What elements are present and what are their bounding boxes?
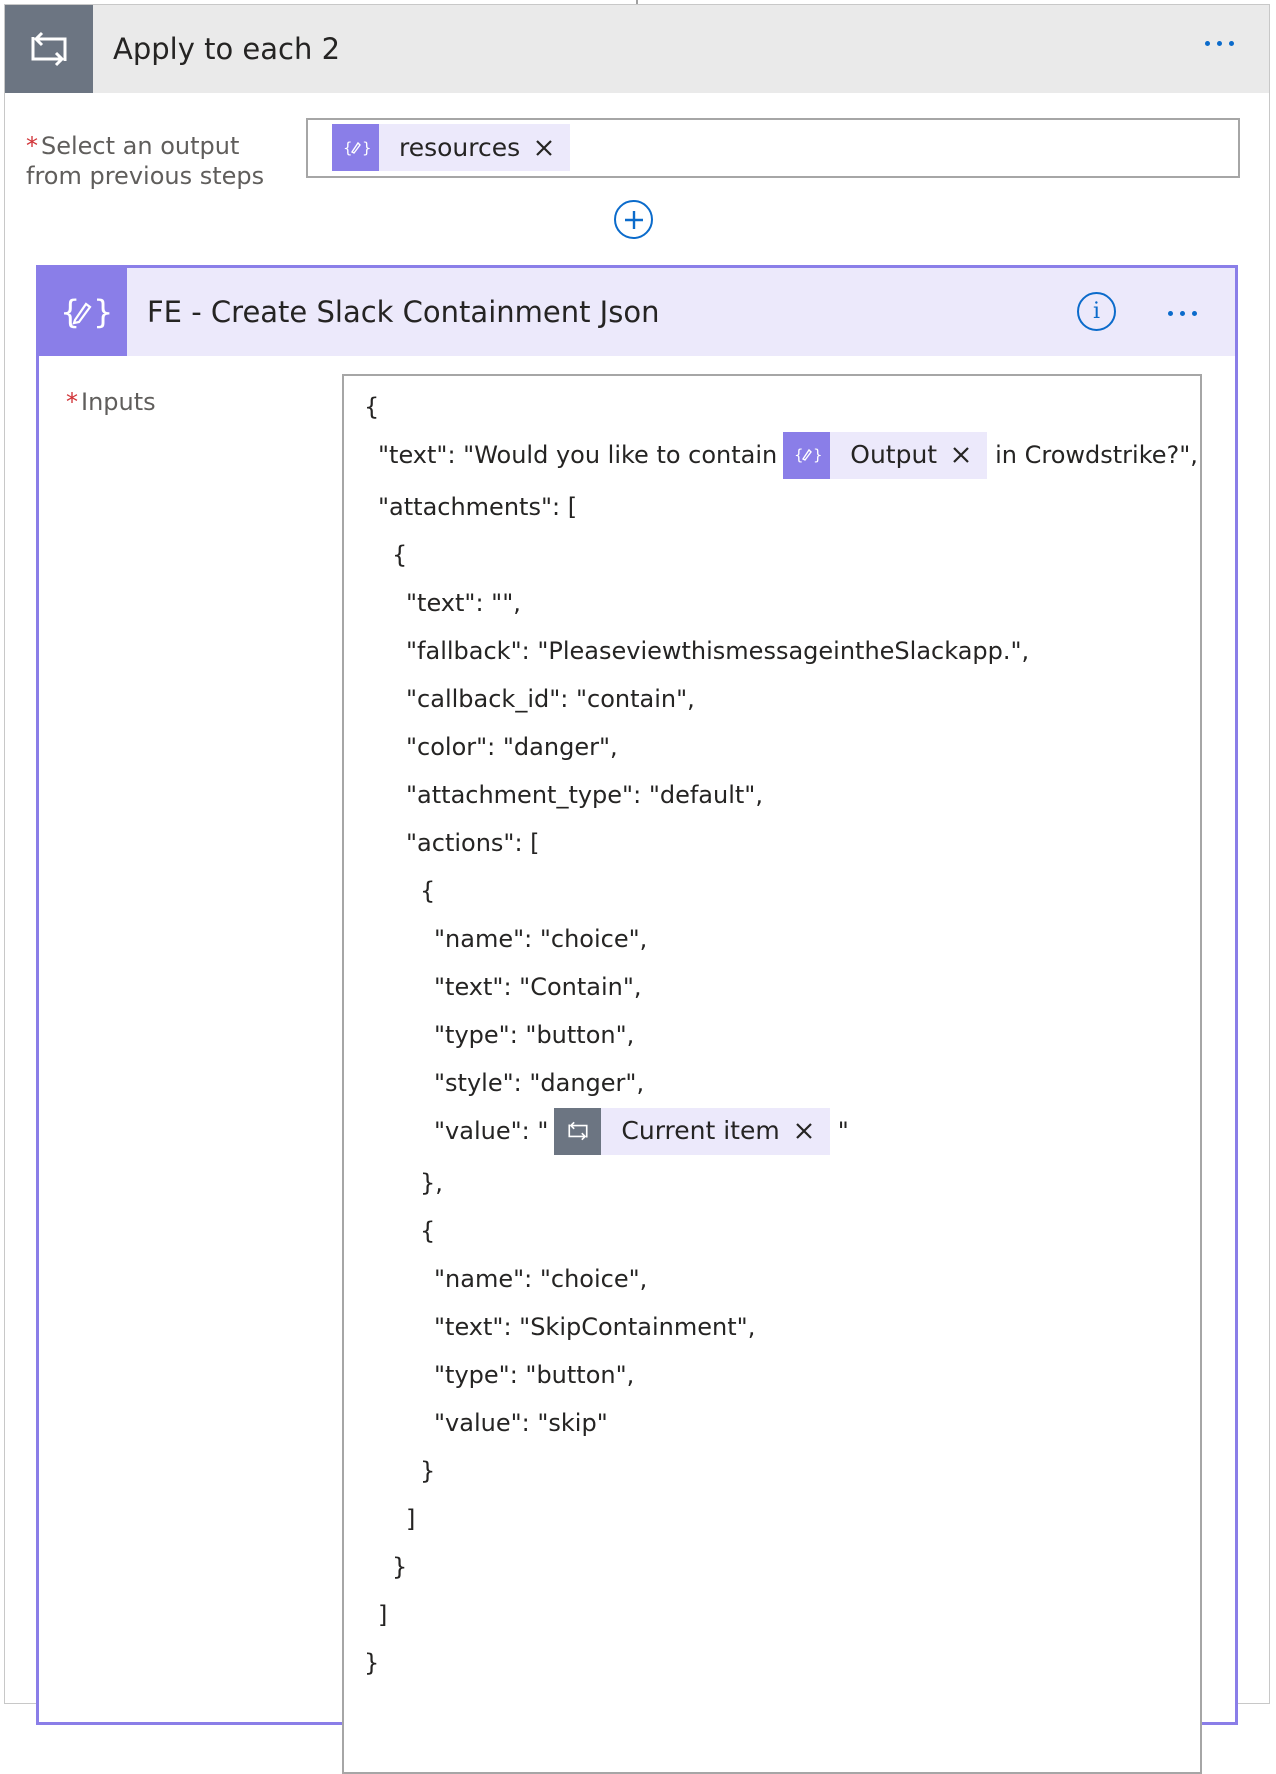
code-text: "name": "choice", <box>434 1265 648 1293</box>
current-item-token[interactable] <box>554 1108 829 1155</box>
remove-token-icon[interactable] <box>790 1117 818 1145</box>
code-text: { <box>420 1217 436 1245</box>
code-line <box>344 866 1200 914</box>
code-text: " <box>837 1117 849 1145</box>
code-line <box>344 1158 1200 1206</box>
code-text: } <box>392 1553 408 1581</box>
code-text: "fallback": "PleaseviewthismessageintheSlackapp.", <box>406 637 1030 665</box>
code-line <box>344 1638 1200 1686</box>
remove-token-icon[interactable] <box>947 441 975 469</box>
code-line <box>344 482 1200 530</box>
code-text: "actions": [ <box>406 829 540 857</box>
code-line <box>344 430 1200 482</box>
code-line <box>344 530 1200 578</box>
info-icon[interactable]: i <box>1077 292 1116 331</box>
more-dot <box>1229 41 1234 46</box>
svg-text:}: } <box>812 446 823 464</box>
compose-header[interactable] <box>39 268 1235 356</box>
code-line <box>344 914 1200 962</box>
code-line <box>344 1590 1200 1638</box>
code-text: "attachment_type": "default", <box>406 781 763 809</box>
code-text: "text": "Would you like to contain <box>378 441 778 469</box>
inputs-editor[interactable] <box>342 374 1202 1774</box>
code-line <box>344 1206 1200 1254</box>
code-text: in Crowdstrike?", <box>995 441 1198 469</box>
svg-text:{: { <box>793 446 804 464</box>
code-text: { <box>392 541 408 569</box>
code-text: "type": "button", <box>434 1021 635 1049</box>
compose-icon <box>39 268 127 356</box>
code-text: "text": "SkipContainment", <box>434 1313 756 1341</box>
compose-title: FE - Create Slack Containment Json <box>147 295 660 329</box>
code-text: ] <box>378 1601 388 1629</box>
code-text: "color": "danger", <box>406 733 618 761</box>
code-line <box>344 1494 1200 1542</box>
code-line <box>344 1254 1200 1302</box>
code-text: "value": " <box>434 1117 549 1145</box>
loop-icon <box>554 1108 601 1155</box>
code-text: ] <box>406 1505 416 1533</box>
code-text: "type": "button", <box>434 1361 635 1389</box>
svg-text:{: { <box>342 138 353 157</box>
code-text: "callback_id": "contain", <box>406 685 695 713</box>
add-action-button[interactable] <box>614 200 653 239</box>
code-text: "style": "danger", <box>434 1069 645 1097</box>
compose-icon <box>783 432 830 479</box>
code-line <box>344 962 1200 1010</box>
loop-icon <box>5 5 93 93</box>
more-dot <box>1205 41 1210 46</box>
code-line <box>344 818 1200 866</box>
code-text: } <box>420 1457 436 1485</box>
code-text: } <box>364 1649 380 1677</box>
remove-token-icon[interactable] <box>530 134 558 162</box>
code-line <box>344 1398 1200 1446</box>
resources-token[interactable] <box>332 124 570 171</box>
token-label: Current item <box>621 1116 780 1145</box>
more-dot <box>1168 311 1173 316</box>
select-output-label <box>26 131 266 191</box>
code-line <box>344 382 1200 430</box>
plus-icon <box>623 209 645 231</box>
code-text: "text": "", <box>406 589 521 617</box>
more-dot <box>1180 311 1185 316</box>
apply-to-each-title: Apply to each 2 <box>113 32 341 66</box>
inputs-label <box>66 387 156 417</box>
code-text: "value": "skip" <box>434 1409 608 1437</box>
select-output-label-text: Select an output from previous steps <box>26 132 265 190</box>
code-text: }, <box>420 1169 443 1197</box>
apply-to-each-more-button[interactable] <box>1205 41 1234 46</box>
apply-to-each-header[interactable] <box>5 5 1269 93</box>
code-line <box>344 770 1200 818</box>
code-text: { <box>420 877 436 905</box>
required-asterisk: * <box>26 132 38 160</box>
code-line <box>344 1542 1200 1590</box>
code-line <box>344 1302 1200 1350</box>
select-output-field[interactable] <box>306 118 1240 178</box>
token-label: resources <box>399 133 521 162</box>
code-line <box>344 674 1200 722</box>
code-line <box>344 1350 1200 1398</box>
compose-more-button[interactable] <box>1168 311 1197 316</box>
code-line <box>344 1010 1200 1058</box>
required-asterisk: * <box>66 388 78 416</box>
code-line <box>344 1106 1200 1158</box>
code-line <box>344 1446 1200 1494</box>
code-line <box>344 626 1200 674</box>
inputs-label-text: Inputs <box>81 388 156 416</box>
code-text: "name": "choice", <box>434 925 648 953</box>
code-line <box>344 1058 1200 1106</box>
code-text: "text": "Contain", <box>434 973 642 1001</box>
more-dot <box>1217 41 1222 46</box>
svg-text:}: } <box>361 138 372 157</box>
svg-text:{: { <box>60 293 81 331</box>
code-line <box>344 578 1200 626</box>
token-label: Output <box>850 440 938 469</box>
more-dot <box>1192 311 1197 316</box>
svg-text:}: } <box>93 293 114 331</box>
output-token[interactable] <box>783 432 987 479</box>
code-line <box>344 722 1200 770</box>
compose-icon <box>332 124 379 171</box>
code-text: "attachments": [ <box>378 493 578 521</box>
code-text: { <box>364 393 380 421</box>
